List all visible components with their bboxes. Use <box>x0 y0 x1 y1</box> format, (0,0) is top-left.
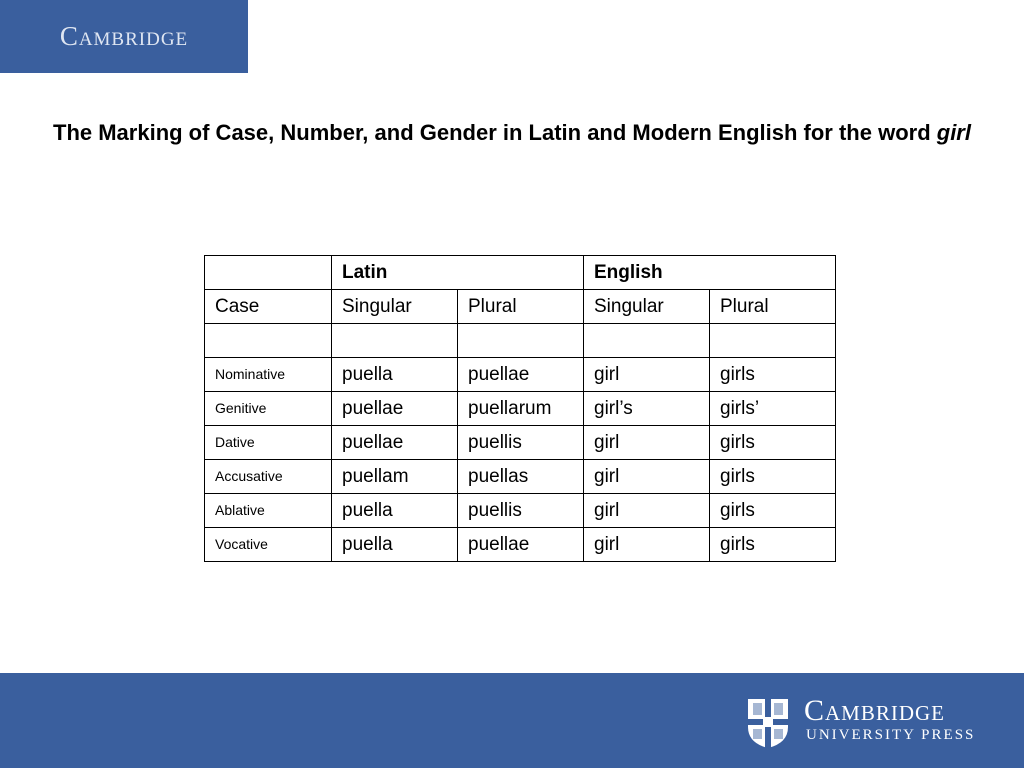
table-cell <box>205 324 332 358</box>
table-sub-header-row <box>205 290 836 324</box>
table-cell <box>584 324 710 358</box>
table-row <box>205 392 836 426</box>
table-empty-row <box>205 324 836 358</box>
table-row <box>205 528 836 562</box>
table-cell: puella <box>332 528 458 562</box>
table-cell: girls <box>710 460 836 494</box>
table-cell: puella <box>332 358 458 392</box>
table-cell: girls <box>710 494 836 528</box>
table-cell <box>710 324 836 358</box>
table-cell: girls <box>710 358 836 392</box>
table-cell <box>458 324 584 358</box>
table-row <box>205 358 836 392</box>
table-cell: puellae <box>458 528 584 562</box>
table-header-cell <box>205 256 332 290</box>
table-case-cell: Vocative <box>205 528 332 562</box>
logo-text: Cambridge <box>59 21 189 51</box>
table-row <box>205 494 836 528</box>
table-cell: puellis <box>458 494 584 528</box>
press-subtitle: UNIVERSITY PRESS <box>806 727 976 743</box>
table-cell: girl <box>584 358 710 392</box>
case-table <box>204 255 836 562</box>
table-cell: puellae <box>332 426 458 460</box>
table-row <box>205 460 836 494</box>
table-cell: puellis <box>458 426 584 460</box>
table-cell: girls <box>710 528 836 562</box>
table-cell: puellae <box>332 392 458 426</box>
page-title <box>40 118 984 148</box>
title-emphasis: girl <box>936 120 971 145</box>
table-cell: girl’s <box>584 392 710 426</box>
table-cell: girl <box>584 426 710 460</box>
table-cell <box>332 324 458 358</box>
table-header-cell: Plural <box>710 290 836 324</box>
table-group-header-row <box>205 256 836 290</box>
table-header-cell: Singular <box>584 290 710 324</box>
title-text: The Marking of Case, Number, and Gender in Latin and Modern English for the word <box>53 120 937 145</box>
table-case-cell: Accusative <box>205 460 332 494</box>
table-cell: puellas <box>458 460 584 494</box>
press-name: Cambridge <box>804 694 946 727</box>
table-cell: girl <box>584 494 710 528</box>
crest-icon <box>746 697 790 749</box>
table-case-cell: Dative <box>205 426 332 460</box>
table-cell: girl <box>584 528 710 562</box>
table-header-cell: Plural <box>458 290 584 324</box>
table-case-cell: Genitive <box>205 392 332 426</box>
table-header-latin: Latin <box>332 256 584 290</box>
table-row <box>205 426 836 460</box>
table-header-cell: Singular <box>332 290 458 324</box>
table-case-cell: Ablative <box>205 494 332 528</box>
table-cell: girls <box>710 426 836 460</box>
table-header-cell: Case <box>205 290 332 324</box>
table-case-cell: Nominative <box>205 358 332 392</box>
table-header-english: English <box>584 256 836 290</box>
table-cell: girl <box>584 460 710 494</box>
table-cell: puella <box>332 494 458 528</box>
table-cell: puellarum <box>458 392 584 426</box>
cambridge-logo <box>0 0 248 73</box>
table-cell: puellae <box>458 358 584 392</box>
table-cell: puellam <box>332 460 458 494</box>
table-cell: girls’ <box>710 392 836 426</box>
